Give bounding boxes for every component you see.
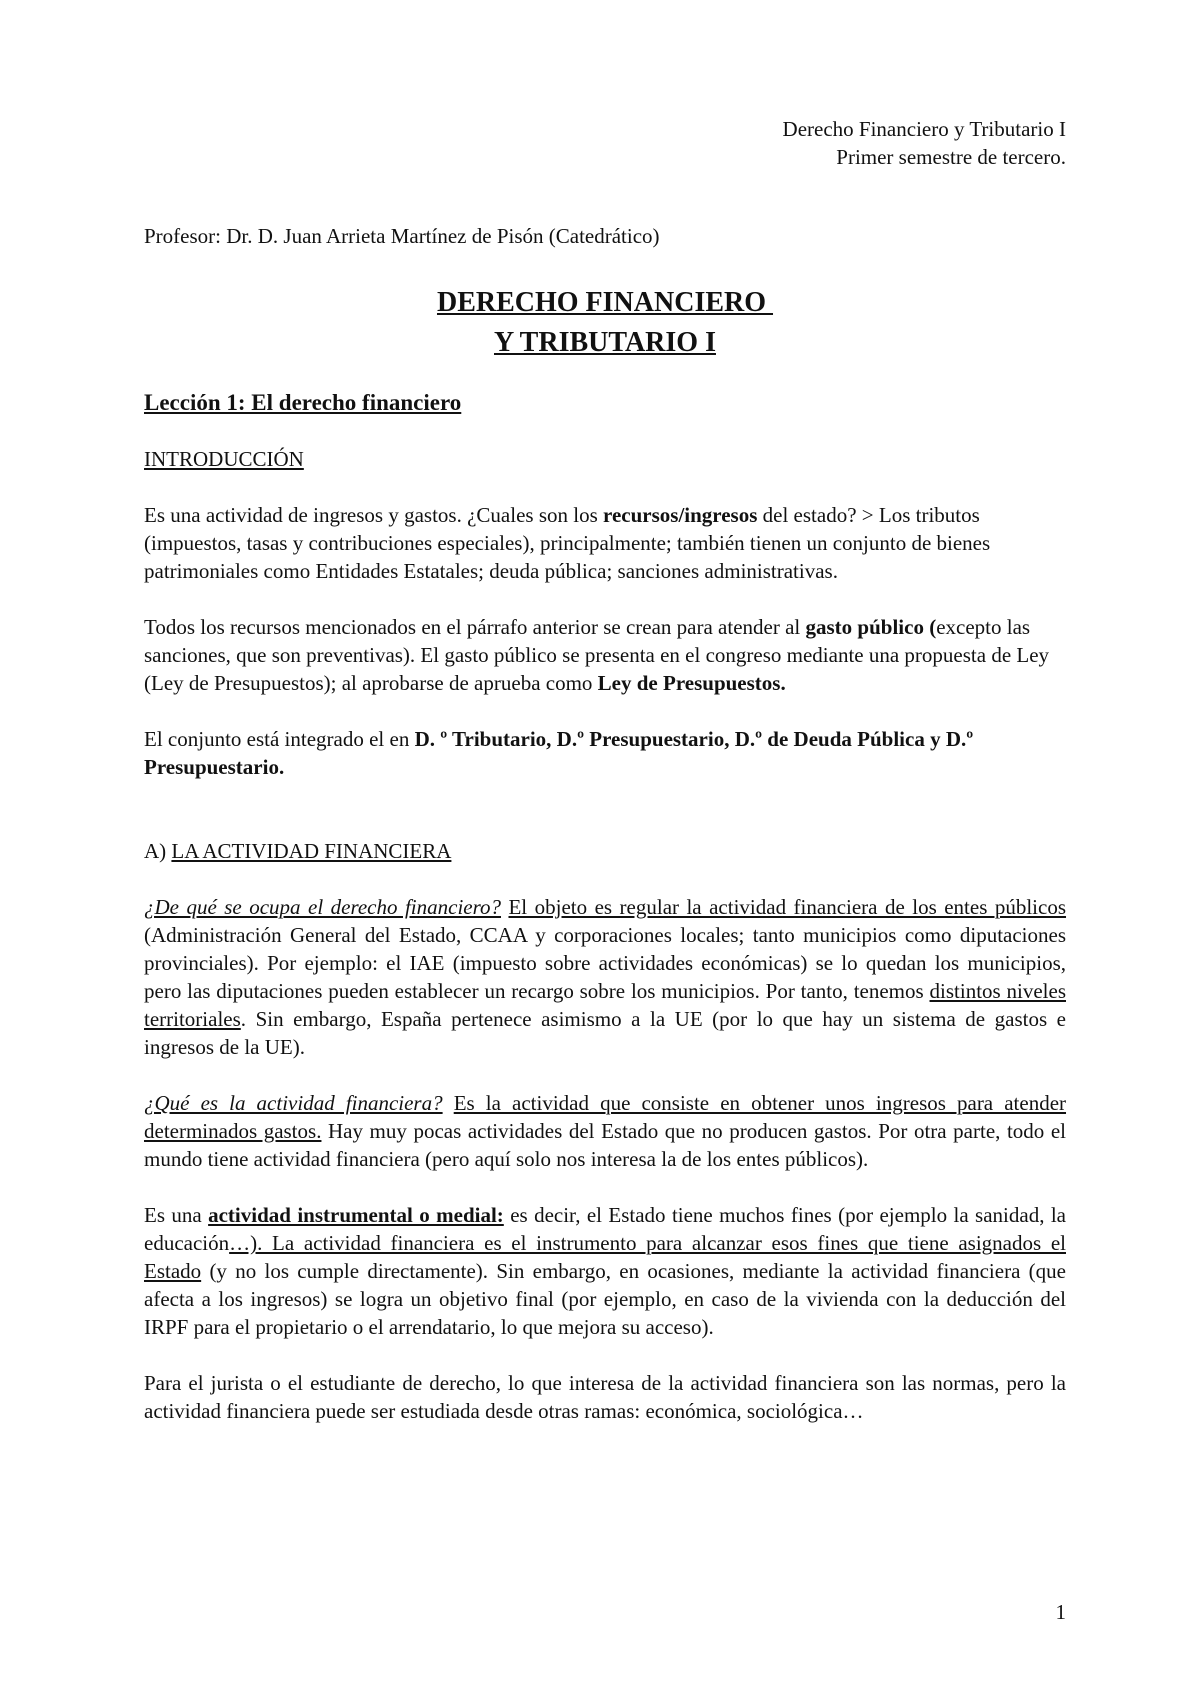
document-title	[144, 283, 1066, 363]
intro-paragraph-1	[144, 501, 1066, 585]
intro-heading: INTRODUCCIÓN	[144, 447, 304, 471]
underlined-text: Es la actividad que consiste en obtener unos ingresos para atender determinados gastos.	[144, 1091, 1067, 1143]
section-prefix: A)	[144, 839, 172, 863]
lesson-heading: Lección 1: El derecho financiero	[144, 390, 462, 415]
bold-term: D. º Tributario, D.º Presupuestario, D.º de Deuda Pública y D.º Presupuestario.	[144, 727, 974, 779]
intro-paragraph-2	[144, 613, 1066, 697]
text-run: del estado? > Los tributos (impuestos, tasas y contribuciones especiales), principalmente; también tienen un conjunto de bienes patrimoniales como Entidades Estatales; deuda pública; sanciones administrativas.	[144, 503, 991, 583]
section-a-paragraph-1	[144, 893, 1066, 1061]
intro-paragraph-3	[144, 725, 1066, 781]
text-run: Hay muy pocas actividades del Estado que no producen gastos. Por otra parte, todo el mundo tiene actividad financiera (pero aquí solo nos interesa la de los entes públicos).	[144, 1119, 1067, 1171]
italic-question: ¿De qué se ocupa el derecho financiero?	[144, 895, 501, 919]
title-line-2: Y TRIBUTARIO I	[494, 327, 716, 358]
running-header	[144, 115, 1066, 171]
document-page	[144, 115, 1066, 1425]
text-run	[443, 1091, 454, 1115]
section-a-paragraph-2	[144, 1089, 1066, 1173]
section-a-paragraph-3	[144, 1201, 1066, 1341]
section-title: LA ACTIVIDAD FINANCIERA	[171, 839, 452, 863]
text-run: excepto las sanciones, que son preventivas). El gasto público se presenta en el congreso mediante una propuesta de Ley (Ley de Presupuestos); al aprobarse de aprueba como	[144, 615, 1050, 695]
section-a-paragraph-4: Para el jurista o el estudiante de derecho, lo que interesa de la actividad financiera son las normas, pero la actividad financiera puede ser estudiada desde otras ramas: económica, sociológica…	[144, 1371, 1066, 1423]
bold-term: gasto público (	[805, 615, 937, 639]
underlined-text: distintos niveles territoriales	[144, 979, 1066, 1031]
text-run: Es una	[144, 1203, 209, 1227]
title-line-1: DERECHO FINANCIERO	[436, 287, 774, 318]
header-semester: Primer semestre de tercero.	[836, 145, 1066, 169]
section-a-heading	[144, 837, 1066, 865]
text-run: El conjunto está integrado el en	[144, 727, 415, 751]
bold-term: Ley de Presupuestos.	[597, 671, 786, 695]
italic-question: ¿Qué es la actividad financiera?	[144, 1091, 443, 1115]
bold-term: recursos/ingresos	[603, 503, 758, 527]
bold-term: actividad instrumental o medial:	[208, 1203, 504, 1227]
page-number: 1	[1055, 1600, 1066, 1624]
text-run: Es una actividad de ingresos y gastos. ¿Cuales son los	[144, 503, 604, 527]
text-run: (Administración General del Estado, CCAA y corporaciones locales; tanto municipios como diputaciones provinciales). Por ejemplo: el IAE (impuesto sobre actividades económicas) se lo quedan los municipios, pero las diputaciones pueden establecer un recargo sobre los municipios. Por tanto, tenemos	[144, 923, 1066, 1003]
header-course: Derecho Financiero y Tributario I	[782, 117, 1066, 141]
text-run: es decir, el Estado tiene muchos fines (por ejemplo la sanidad, la educación	[144, 1203, 1066, 1255]
text-run: Todos los recursos mencionados en el párrafo anterior se crean para atender al	[144, 615, 806, 639]
text-run: . Sin embargo, España pertenece asimismo a la UE (por lo que hay un sistema de gastos e ingresos de la UE).	[144, 1007, 1066, 1059]
underlined-text: …). La actividad financiera es el instrumento para alcanzar esos fines que tiene asignados el Estado	[144, 1231, 1066, 1283]
underlined-text: El objeto es regular la actividad financiera de los entes públicos	[508, 895, 1067, 919]
professor-line: Profesor: Dr. D. Juan Arrieta Martínez de Pisón (Catedrático)	[144, 224, 660, 248]
text-run: (y no los cumple directamente). Sin embargo, en ocasiones, mediante la actividad financiera (que afecta a los ingresos) se logra un objetivo final (por ejemplo, en caso de la vivienda con la deducción del IRPF para el propietario o el arrendatario, lo que mejora su acceso).	[144, 1259, 1066, 1339]
